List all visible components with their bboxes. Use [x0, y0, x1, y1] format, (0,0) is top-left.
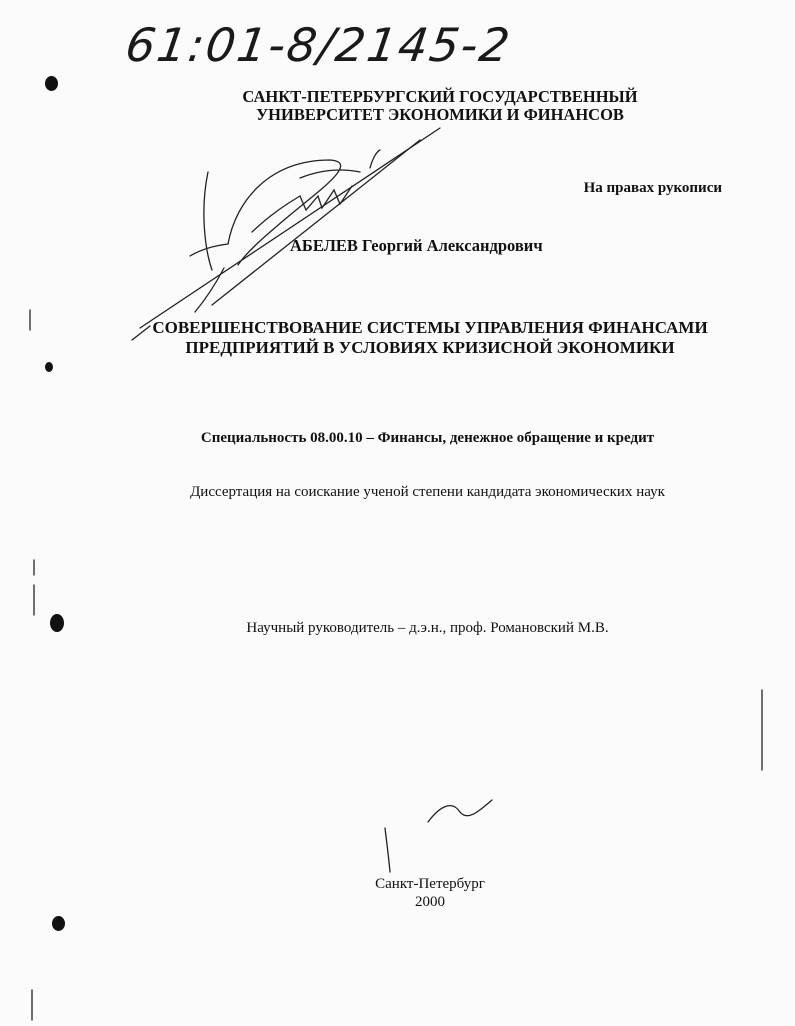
signature-stroke-2 — [190, 244, 228, 256]
university-name — [200, 88, 680, 124]
signature-stroke-5 — [300, 170, 360, 178]
signature-loop — [195, 268, 224, 312]
punch-mark-2 — [45, 362, 53, 372]
author-name: АБЕЛЕВ Георгий Александрович — [290, 236, 543, 255]
handwritten-archive-code: 61:01-8/2145-2 — [122, 18, 515, 72]
manuscript-rights: На правах рукописи — [583, 180, 722, 196]
city: Санкт-Петербург — [375, 876, 485, 892]
title-line-1: СОВЕРШЕНСТВОВАНИЕ СИСТЕМЫ УПРАВЛЕНИЯ ФИНАНСАМИ — [152, 318, 708, 337]
punch-mark-3 — [50, 614, 64, 632]
supervisor-sig-stroke-1 — [428, 800, 492, 822]
dissertation-title — [120, 318, 740, 358]
signature-stroke-4 — [252, 186, 352, 232]
supervisor-sig-stroke-2 — [385, 828, 390, 872]
supervisor-line: Научный руководитель – д.э.н., проф. Романовский М.В. — [246, 620, 609, 636]
city-year-block — [320, 875, 540, 911]
university-line-2: УНИВЕРСИТЕТ ЭКОНОМИКИ И ФИНАНСОВ — [256, 105, 624, 124]
signature-long-line-2 — [212, 140, 420, 305]
specialty-line: Специальность 08.00.10 – Финансы, денежное обращение и кредит — [200, 430, 655, 446]
title-line-2: ПРЕДПРИЯТИЙ В УСЛОВИЯХ КРИЗИСНОЙ ЭКОНОМИКИ — [185, 338, 675, 357]
degree-line: Диссертация на соискание ученой степени кандидата экономических наук — [190, 484, 665, 500]
punch-mark-4 — [52, 916, 65, 931]
year: 2000 — [415, 894, 445, 910]
signature-stroke-6 — [370, 150, 380, 168]
university-line-1: САНКТ-ПЕТЕРБУРГСКИЙ ГОСУДАРСТВЕННЫЙ — [242, 87, 638, 106]
signature-long-line-1 — [140, 128, 440, 328]
punch-mark-1 — [45, 76, 58, 91]
signature-stroke-1 — [204, 172, 212, 270]
